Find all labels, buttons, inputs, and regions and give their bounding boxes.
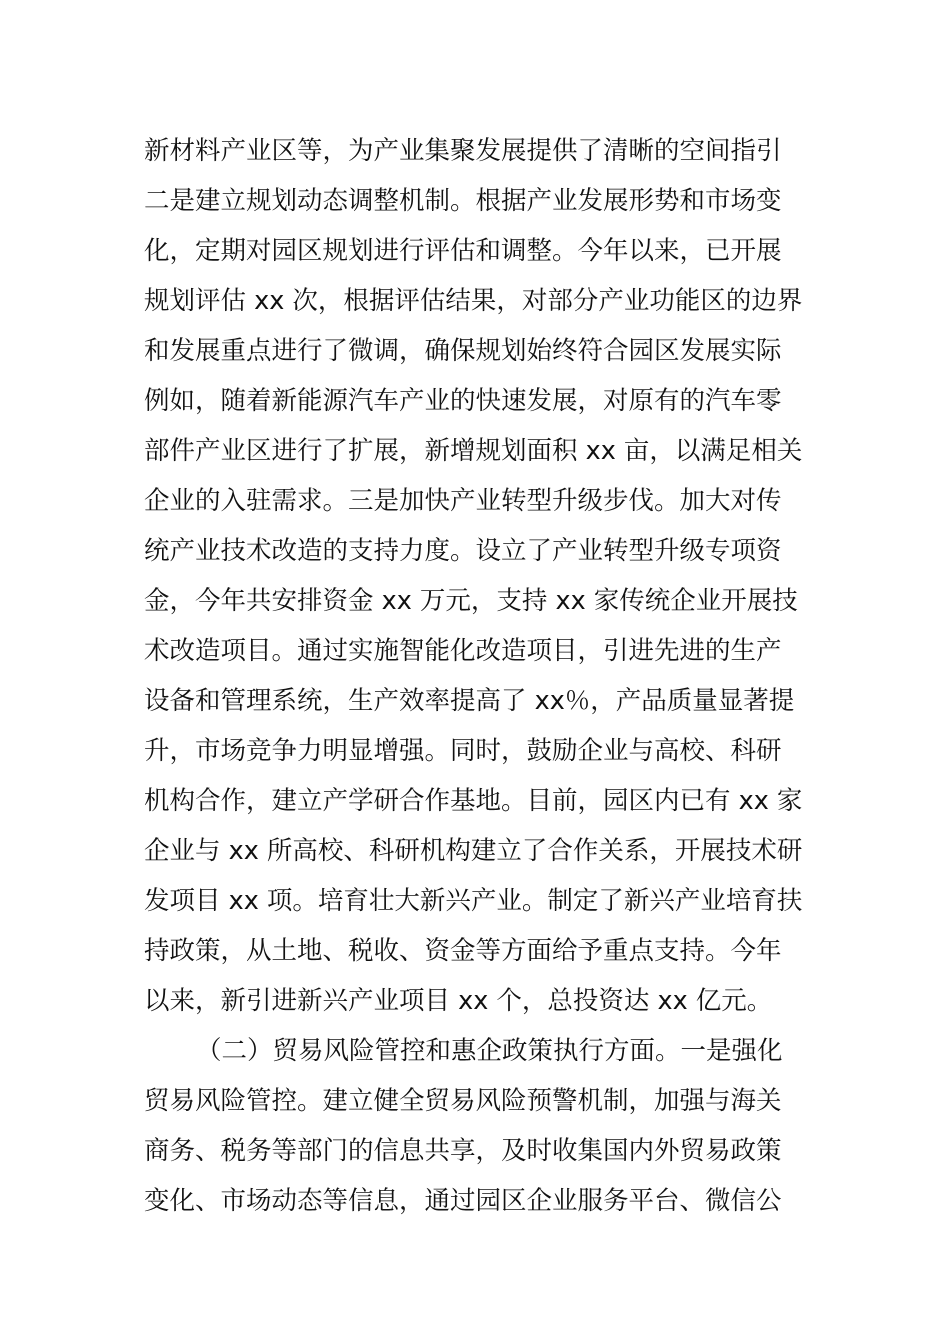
text-line: 商务、税务等部门的信息共享，及时收集国内外贸易政策 — [144, 1136, 782, 1166]
text-line: 二是建立规划动态调整机制。根据产业发展形势和市场变 — [144, 186, 782, 216]
text-line: 企业与 xx 所高校、科研机构建立了合作关系，开展技术研 — [144, 836, 803, 866]
text-line: 以来，新引进新兴产业项目 xx 个，总投资达 xx 亿元。 — [144, 986, 773, 1016]
text-line: 术改造项目。通过实施智能化改造项目，引进先进的生产 — [144, 636, 782, 666]
text-line: 规划评估 xx 次，根据评估结果，对部分产业功能区的边界 — [144, 286, 803, 316]
text-line: 化，定期对园区规划进行评估和调整。今年以来，已开展 — [144, 236, 782, 266]
text-line: 和发展重点进行了微调，确保规划始终符合园区发展实际 — [144, 336, 782, 366]
text-line: 企业的入驻需求。三是加快产业转型升级步伐。加大对传 — [144, 486, 782, 516]
text-line: 升，市场竞争力明显增强。同时，鼓励企业与高校、科研 — [144, 736, 782, 766]
text-line: 变化、市场动态等信息，通过园区企业服务平台、微信公 — [144, 1186, 782, 1216]
text-line: 例如，随着新能源汽车产业的快速发展，对原有的汽车零 — [144, 386, 782, 416]
text-line: 统产业技术改造的支持力度。设立了产业转型升级专项资 — [144, 536, 782, 566]
text-line: 金，今年共安排资金 xx 万元，支持 xx 家传统企业开展技 — [144, 586, 798, 616]
text-line: 设备和管理系统，生产效率提高了 xx％，产品质量显著提 — [144, 686, 795, 716]
section-heading-line: （二）贸易风险管控和惠企政策执行方面。一是强化 — [196, 1036, 783, 1066]
text-line: 机构合作，建立产学研合作基地。目前，园区内已有 xx 家 — [144, 786, 803, 816]
text-line: 贸易风险管控。建立健全贸易风险预警机制，加强与海关 — [144, 1086, 782, 1116]
body-text — [144, 126, 814, 1226]
text-line: 持政策，从土地、税收、资金等方面给予重点支持。今年 — [144, 936, 782, 966]
text-line: 部件产业区进行了扩展，新增规划面积 xx 亩，以满足相关 — [144, 436, 803, 466]
text-line: 新材料产业区等，为产业集聚发展提供了清晰的空间指引 — [144, 136, 782, 166]
text-line: 发项目 xx 项。培育壮大新兴产业。制定了新兴产业培育扶 — [144, 886, 803, 916]
